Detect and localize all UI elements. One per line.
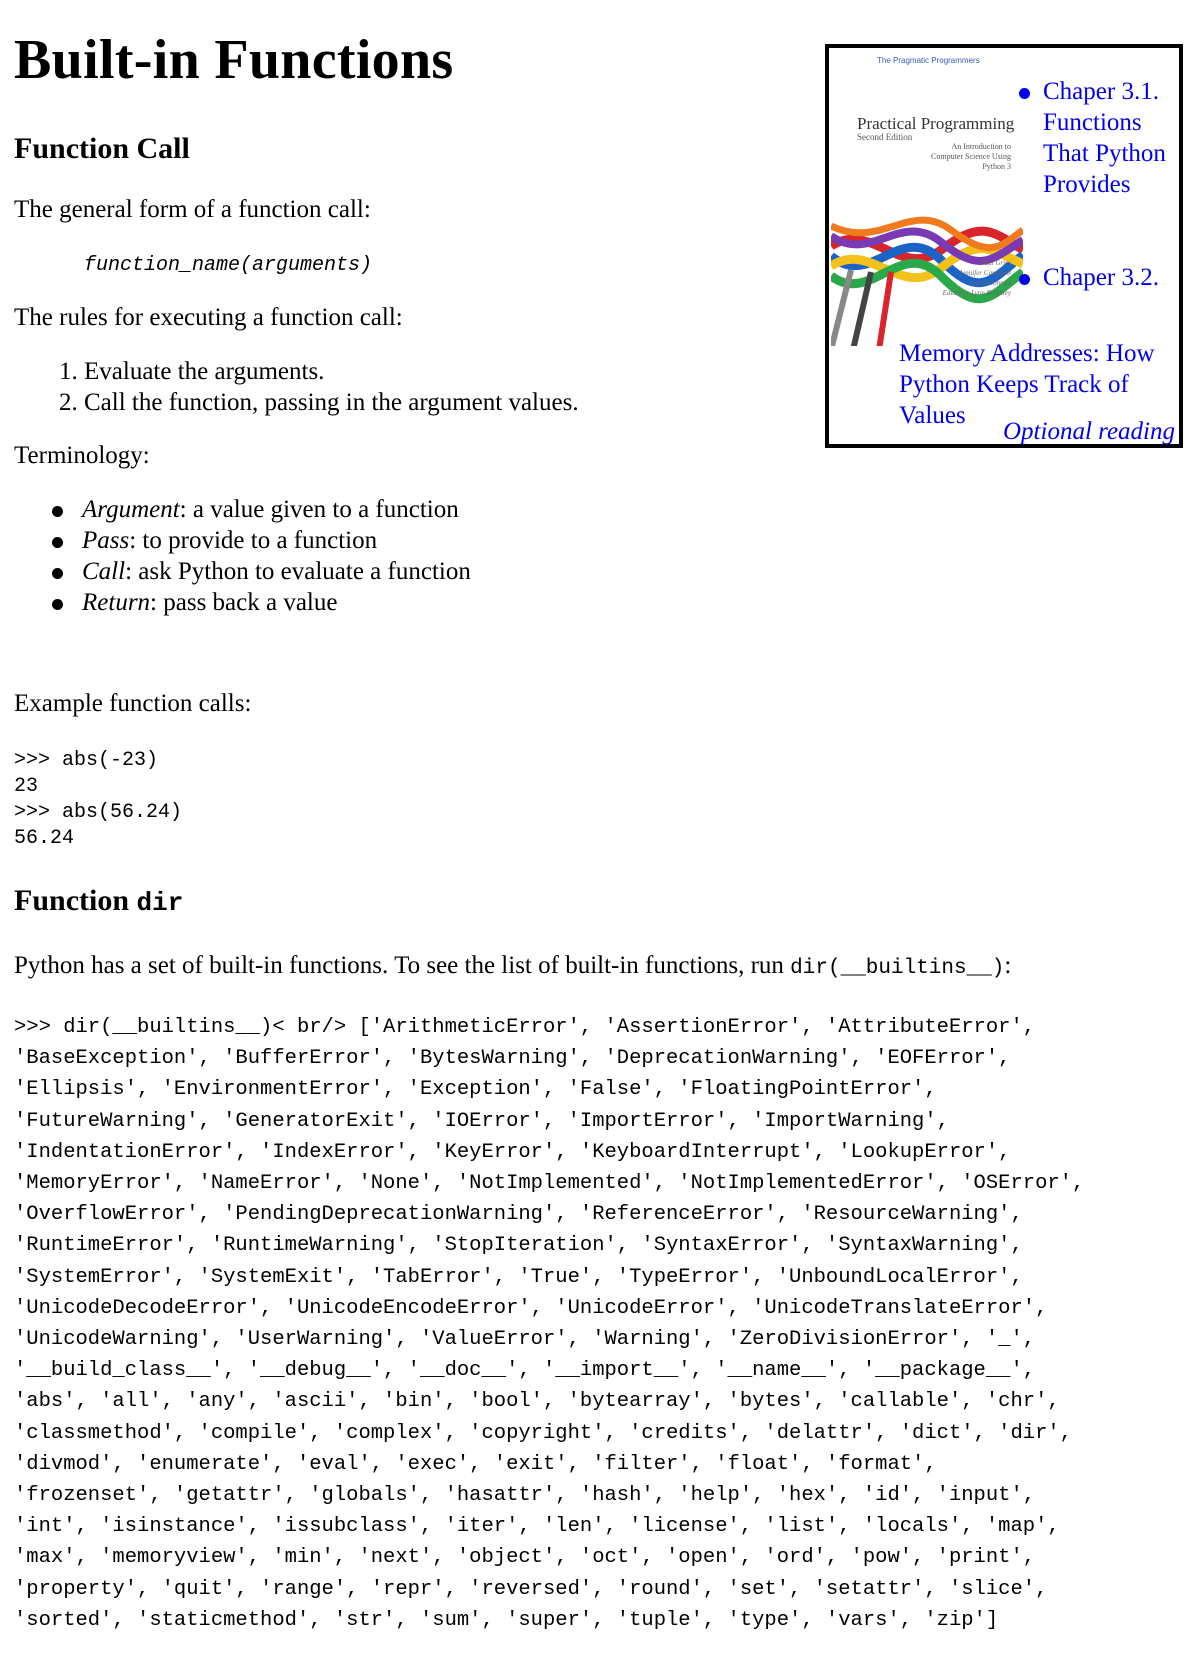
term-definition: : ask Python to evaluate a function (125, 558, 471, 585)
function-call-form: function_name(arguments) (84, 254, 373, 277)
chapter-link-item (1043, 262, 1193, 293)
function-dir-heading (14, 884, 183, 918)
book-cover-image[interactable] (831, 50, 1023, 346)
rule-item: 1. Evaluate the arguments. (84, 356, 579, 387)
bullet-icon (52, 537, 63, 548)
rules-intro: The rules for executing a function call: (14, 304, 403, 331)
bullet-icon (52, 568, 63, 579)
chapter-links (1043, 76, 1193, 293)
publisher-logo: The Pragmatic Programmers (877, 56, 980, 65)
term-name: Argument (82, 496, 180, 523)
term-item (82, 556, 471, 587)
builtins-intro-text: Python has a set of built-in functions. To see the list of built-in functions, run (14, 952, 791, 979)
function-call-heading: Function Call (14, 132, 190, 165)
builtins-intro-code: dir(__builtins__) (790, 957, 1005, 980)
optional-reading-label: Optional reading (1003, 418, 1175, 445)
term-name: Pass (82, 527, 130, 554)
examples-label: Example function calls: (14, 690, 252, 717)
bullet-icon (1019, 88, 1030, 99)
term-name: Return (82, 589, 151, 616)
terminology-list (14, 494, 471, 618)
term-definition: : pass back a value (150, 589, 338, 616)
bullet-icon (52, 599, 63, 610)
bullet-icon (52, 506, 63, 517)
rules-list (14, 356, 579, 418)
terminology-label: Terminology: (14, 442, 150, 469)
example-code-block: >>> abs(-23) 23 >>> abs(56.24) 56.24 (14, 749, 183, 850)
term-definition: : a value given to a function (179, 496, 459, 523)
reading-sidebar (825, 44, 1183, 448)
function-call-intro: The general form of a function call: (14, 196, 371, 223)
page-title: Built-in Functions (14, 29, 454, 91)
chapter-3-2-link-text[interactable]: Memory Addresses: How Python Keeps Track of Values (899, 340, 1155, 429)
book-tagline: An Introduction to Computer Science Using Python 3 (931, 142, 1011, 171)
braided-cables-illustration (831, 50, 1023, 346)
book-edition: Second Edition (857, 132, 913, 142)
chapter-3-1-link[interactable]: Chaper 3.1. Functions That Python Provides (1043, 78, 1166, 198)
book-authors: Paul Gries Jennifer Campbell Jason Montojo Edited by Lynn Beighley (942, 259, 1011, 297)
bullet-icon (1019, 274, 1030, 285)
heading-code: dir (136, 888, 184, 918)
chapter-3-2-link[interactable]: Chaper 3.2. (1043, 264, 1159, 291)
book-title: Practical Programming (857, 114, 1015, 133)
chapter-link-item (1043, 76, 1193, 262)
builtins-intro-end: : (1004, 952, 1012, 979)
term-item (82, 525, 471, 556)
term-item (82, 587, 471, 618)
term-definition: : to provide to a function (129, 527, 378, 554)
builtins-intro (14, 950, 1194, 984)
term-name: Call (82, 558, 126, 585)
rule-item: 2. Call the function, passing in the argument values. (84, 387, 579, 418)
term-item (82, 494, 471, 525)
builtins-output: >>> dir(__builtins__)< br/> ['ArithmeticError', 'AssertionError', 'AttributeError', 'BaseException', 'BufferError', 'BytesWarning', 'DeprecationWarning', 'EOFError', 'Ellipsis', 'EnvironmentError', 'Exception', 'False', 'FloatingPointError', 'FutureWarning', 'GeneratorExit', 'IOError', 'ImportError', 'ImportWarning', 'IndentationError', 'IndexError', 'KeyError', 'KeyboardInterrupt', 'LookupError', 'MemoryError', 'NameError', 'None', 'NotImplemented', 'NotImplementedError', 'OSError', 'OverflowError', 'PendingDeprecationWarning', 'ReferenceError', 'ResourceWarning', 'RuntimeError', 'RuntimeWarning', 'StopIteration', 'SyntaxError', 'SyntaxWarning', 'SystemError', 'SystemExit', 'TabError', 'True', 'TypeError', 'UnboundLocalError', 'UnicodeDecodeError', 'UnicodeEncodeError', 'UnicodeError', 'UnicodeTranslateError', 'UnicodeWarning', 'UserWarning', 'ValueError', 'Warning', 'ZeroDivisionError', '_', '__build_class__', '__debug__', '__doc__', '__import__', '__name__', '__package__', 'abs', 'all', 'any', 'ascii', 'bin', 'bool', 'bytearray', 'bytes', 'callable', 'chr', 'classmethod', 'compile', 'complex', 'copyright', 'credits', 'delattr', 'dict', 'dir', 'divmod', 'enumerate', 'eval', 'exec', 'exit', 'filter', 'float', 'format', 'frozenset', 'getattr', 'globals', 'hasattr', 'hash', 'help', 'hex', 'id', 'input', 'int', 'isinstance', 'issubclass', 'iter', 'len', 'license', 'list', 'locals', 'map', 'max', 'memoryview', 'min', 'next', 'object', 'oct', 'open', 'ord', 'pow', 'print', 'property', 'quit', 'range', 'repr', 'reversed', 'round', 'set', 'setattr', 'slice', 'sorted', 'staticmethod', 'str', 'sum', 'super', 'tuple', 'type', 'vars', 'zip'] (14, 1016, 1085, 1632)
heading-text: Function (14, 884, 137, 917)
